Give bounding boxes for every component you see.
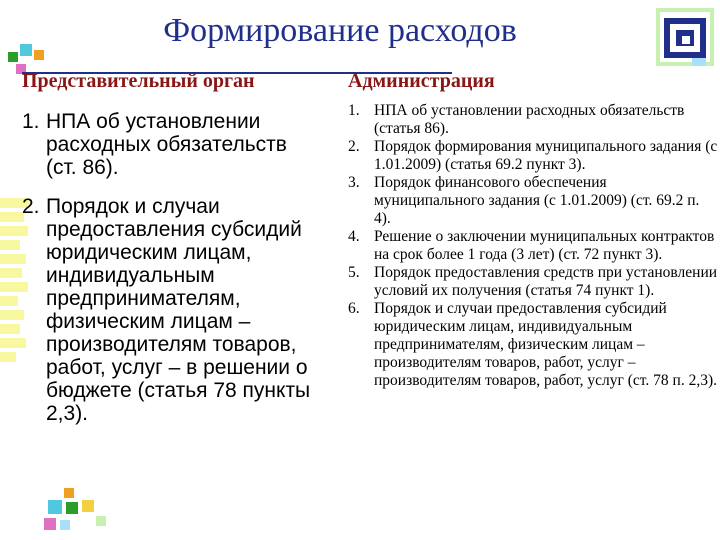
item-number: 1. — [348, 102, 360, 119]
right-list-item — [348, 264, 720, 300]
item-number: 1. — [22, 110, 40, 133]
right-list — [348, 102, 720, 390]
item-number: 3. — [348, 174, 360, 191]
left-list-item — [22, 110, 322, 179]
left-heading: Представительный орган — [22, 70, 255, 92]
item-number: 2. — [348, 138, 360, 155]
item-text: НПА об установлении расходных обязательств (ст. 86). — [46, 110, 287, 179]
item-number: 5. — [348, 264, 360, 281]
right-list-item — [348, 174, 720, 228]
item-text: Порядок и случаи предоставления субсидий юридическим лицам, индивидуальным предпринимателям, физическим лицам – производителям товаров, работ, услуг – производителям товаров, работ, услуг (ст. 78 п. 2,3). — [374, 300, 717, 389]
left-column — [22, 66, 322, 425]
item-text: Порядок и случаи предоставления субсидий юридическим лицам, индивидуальным предпринимателям, физическим лицам – производителям товаров, работ, услуг – в решении о бюджете (статья 78 пункты 2,3). — [46, 195, 311, 425]
left-list-item — [22, 195, 322, 425]
item-number: 2. — [22, 195, 40, 218]
right-list-item — [348, 102, 720, 138]
item-number: 6. — [348, 300, 360, 317]
item-text: НПА об установлении расходных обязательств (статья 86). — [374, 102, 685, 137]
item-text: Порядок формирования муниципального задания (с 1.01.2009) (статья 69.2 пункт 3). — [374, 138, 718, 173]
right-list-item — [348, 138, 720, 174]
slide-title: Формирование расходов — [163, 12, 517, 49]
item-number: 4. — [348, 228, 360, 245]
decor-squares-bottom-icon — [44, 488, 114, 536]
right-list-item — [348, 228, 720, 264]
item-text: Решение о заключении муниципальных контрактов на срок более 1 года (3 лет) (ст. 72 пункт 3). — [374, 228, 715, 263]
right-column — [348, 66, 720, 390]
item-text: Порядок предоставления средств при установлении условий их получения (статья 74 пункт 1). — [374, 264, 718, 299]
item-text: Порядок финансового обеспечения муниципального задания (с 1.01.2009) (ст. 69.2 п. 4). — [374, 174, 700, 227]
right-list-item — [348, 300, 720, 390]
right-heading: Администрация — [348, 70, 495, 92]
